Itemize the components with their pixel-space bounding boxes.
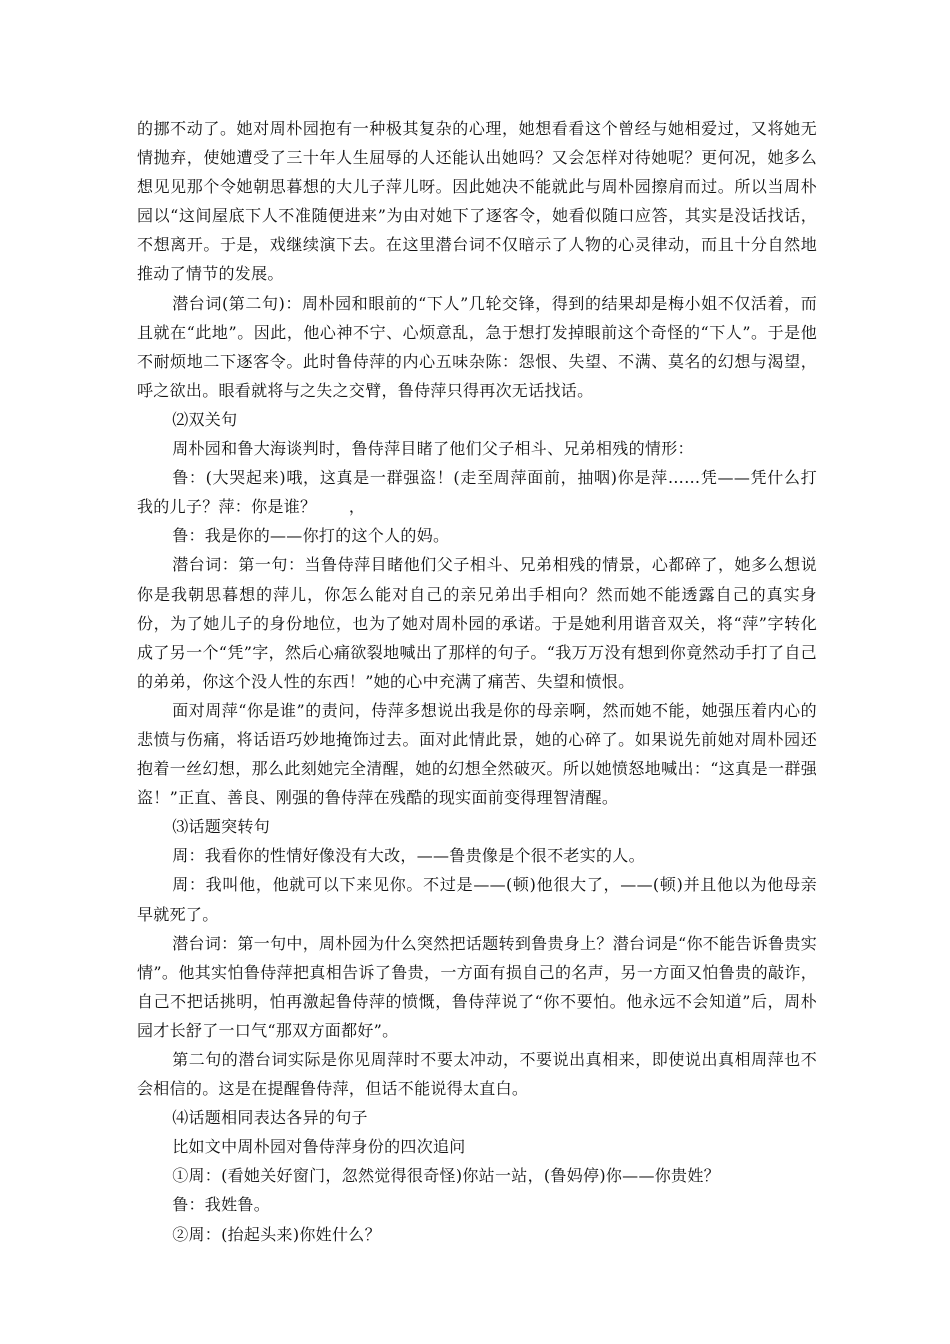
paragraph-5: 面对周萍“你是谁”的责问，侍萍多想说出我是你的母亲啊，然而她不能，她强压着内心的悲愤与伤痛，将话语巧妙地掩饰过去。面对此情此景，她的心碎了。如果说先前她对周朴园还抱着一丝幻想，那么此刻她完全清醒，她的幻想全然破灭。所以她愤怒地喊出：“这真是一群强盗！”正直、善良、刚强的鲁侍萍在残酷的现实面前变得理智清醒。 [137,700,817,808]
dialogue-line: 鲁：(大哭起来)哦，这真是一群强盗！(走至周萍面前，抽咽)你是萍……凭——凭什么打我的儿子？萍：你是谁？ ， [137,468,817,517]
paragraph-4: 潜台词：第一句：当鲁侍萍目睹他们父子相斗、兄弟相残的情景，心都碎了，她多么想说你是我朝思暮想的萍儿，你怎么能对自己的亲兄弟出手相向？然而她不能透露自己的真实身份，为了她儿子的身份地位，也为了她对周朴园的承诺。于是她利用谐音双关，将“萍”字转化成了另一个“凭”字，然后心痛欲裂地喊出了那样的句子。“我万万没有想到你竟然动手打了自己的弟弟，你这个没人性的东西！”她的心中充满了痛苦、失望和愤恨。 [137,555,817,691]
paragraph-2: 潜台词(第二句)：周朴园和眼前的“下人”几轮交锋，得到的结果却是梅小姐不仅活着，而且就在“此地”。因此，他心神不宁、心烦意乱，急于想打发掉眼前这个奇怪的“下人”。于是他不耐烦地二下逐客令。此时鲁侍萍的内心五味杂陈：怨恨、失望、不满、莫名的幻想与渴望，呼之欲出。眼看就将与之失之交臂，鲁侍萍只得再次无话找话。 [137,293,817,400]
section-heading-3: ⑶话题突转句 [172,817,270,837]
paragraph-1: 的挪不动了。她对周朴园抱有一种极其复杂的心理，她想看看这个曾经与她相爱过，又将她无情抛弃，使她遭受了三十年人生屈辱的人还能认出她吗？又会怎样对待她呢？更何况，她多么想见见那个令她朝思暮想的大儿子萍儿呀。因此她决不能就此与周朴园擦肩而过。所以当周朴园以“这间屋底下人不准随便进来”为由对她下了逐客令，她看似随口应答，其实是没话找话，不想离开。于是，戏继续演下去。在这里潜台词不仅暗示了人物的心灵律动，而且十分自然地推动了情节的发展。 [137,119,817,284]
section-heading-4: ⑷话题相同表达各异的句子 [172,1108,368,1128]
paragraph-3: 周朴园和鲁大海谈判时，鲁侍萍目睹了他们父子相斗、兄弟相残的情形： [172,439,694,459]
dialogue-line: 周：我看你的性情好像没有大改，——鲁贵像是个很不老实的人。 [172,846,645,866]
dialogue-line: 鲁：我是你的——你打的这个人的妈。 [172,526,450,546]
section-heading-2: ⑵双关句 [172,409,238,429]
document-body [137,114,817,1249]
paragraph-8: 比如文中周朴园对鲁侍萍身份的四次追问 [172,1137,466,1157]
dialogue-line: 鲁：我姓鲁。 [172,1195,270,1215]
dialogue-line: ①周：(看她关好窗门，忽然觉得很奇怪)你站一站，(鲁妈停)你——你贵姓？ [172,1166,720,1186]
paragraph-7: 第二句的潜台词实际是你见周萍时不要太冲动，不要说出真相来，即使说出真相周萍也不会相信的。这是在提醒鲁侍萍，但话不能说得太直白。 [137,1050,817,1099]
dialogue-line: 周：我叫他，他就可以下来见你。不过是——(顿)他很大了，——(顿)并且他以为他母亲早就死了。 [137,875,817,924]
dialogue-line: ②周：(抬起头来)你姓什么？ [172,1224,381,1244]
paragraph-6: 潜台词：第一句中，周朴园为什么突然把话题转到鲁贵身上？潜台词是“你不能告诉鲁贵实情”。他其实怕鲁侍萍把真相告诉了鲁贵，一方面有损自己的名声，另一方面又怕鲁贵的敲诈，自己不把话挑明，怕再激起鲁侍萍的愤慨，鲁侍萍说了“你不要怕。他永远不会知道”后，周朴园才长舒了一口气“那双方面都好”。 [137,933,817,1040]
